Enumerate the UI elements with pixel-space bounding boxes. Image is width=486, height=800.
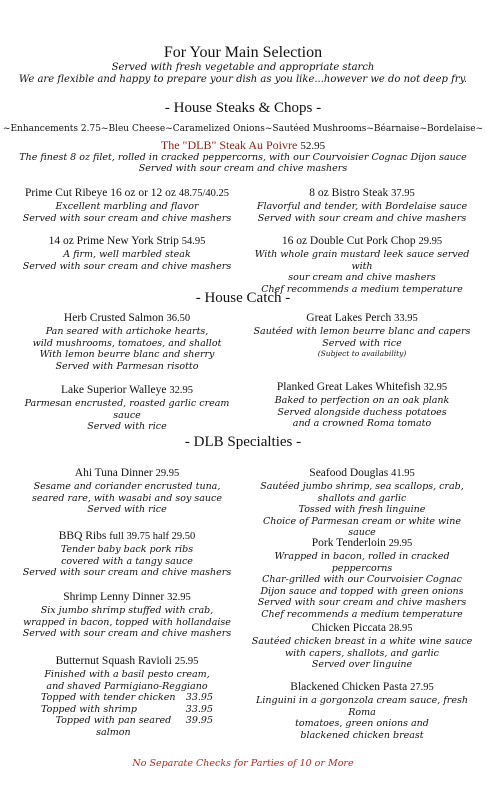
- item-desc: Char-grilled with our Courvoisier Cognac: [262, 574, 462, 585]
- menu-item: [12, 529, 242, 579]
- section-title-steaks: - House Steaks & Chops -: [164, 100, 322, 116]
- item-desc: Linguini in a gorgonzola cream sauce, fresh Roma: [256, 695, 468, 718]
- item-desc: Tender baby back pork ribs: [60, 544, 194, 555]
- item-desc: Served with sour cream and chive mashers: [257, 212, 467, 224]
- menu-item: [12, 590, 242, 640]
- item-desc: sour cream and chive mashers: [288, 272, 436, 283]
- item-desc: Served with Parmesan risotto: [55, 360, 199, 372]
- item-desc: Finished with a basil pesto cream,: [44, 669, 210, 680]
- item-name: BBQ Ribs: [58, 530, 107, 542]
- header-line-2: We are flexible and happy to prepare your dish as you like...however we do not deep fry.: [18, 74, 468, 85]
- item-name: Great Lakes Perch: [306, 312, 392, 324]
- item-name: Blackened Chicken Pasta: [290, 681, 408, 693]
- item-name: 8 oz Bistro Steak: [309, 187, 389, 199]
- menu-item: [248, 311, 476, 358]
- item-price: 25.95: [174, 656, 199, 667]
- menu-item: [248, 466, 476, 539]
- item-name: 14 oz Prime New York Strip: [48, 235, 179, 247]
- item-desc: Wrapped in bacon, rolled in cracked peppercorns: [274, 551, 450, 574]
- header-line-1: Served with fresh vegetable and appropriate starch: [111, 62, 375, 73]
- availability-note: (Subject to availability): [317, 349, 407, 358]
- item-price: 48.75/40.25: [178, 188, 230, 199]
- featured-desc-1: The finest 8 oz filet, rolled in cracked peppercorns, with our Courvoisier Cognac Dijon sauce: [19, 152, 467, 163]
- item-desc: Excellent marbling and flavor: [55, 201, 199, 212]
- option-row: [41, 704, 213, 716]
- featured-price: 52.95: [300, 140, 326, 152]
- featured-item: [0, 138, 486, 153]
- item-name: Herb Crusted Salmon: [63, 312, 164, 324]
- item-desc: Choice of Parmesan cream or white wine sauce: [263, 515, 461, 538]
- item-desc: Tossed with fresh linguine: [298, 504, 426, 515]
- item-price: 54.95: [181, 236, 206, 247]
- item-desc: Sautéed chicken breast in a white wine sauce: [251, 636, 473, 647]
- menu-item: [248, 536, 476, 620]
- featured-desc-2: Served with sour cream and chive mashers: [138, 163, 348, 174]
- item-name: Ahi Tuna Dinner: [74, 467, 153, 479]
- menu-item: [12, 186, 242, 224]
- item-price: 27.95: [410, 682, 434, 693]
- item-desc: Flavorful and tender, with Bordelaise sauce: [256, 201, 468, 212]
- item-desc: Sautéed jumbo shrimp, sea scallops, crab,: [260, 481, 464, 492]
- item-price: 41.95: [391, 468, 415, 479]
- section-title-specialties: - DLB Specialties -: [184, 434, 302, 450]
- item-price: 32.95: [423, 382, 448, 393]
- item-name: Prime Cut Ribeye 16 oz or 12 oz: [24, 187, 177, 199]
- item-name: Chicken Piccata: [311, 622, 386, 634]
- enhancements-line: ~Enhancements 2.75~Bleu Cheese~Caramelized Onions~Sautéed Mushrooms~Béarnaise~Bordelaise~: [2, 124, 484, 134]
- item-desc: With lemon beurre blanc and sherry: [39, 349, 215, 360]
- item-price: 29.95: [388, 538, 413, 549]
- item-name: Pork Tenderloin: [311, 537, 386, 549]
- item-price: full 39.75 half 29.50: [109, 531, 196, 542]
- item-desc: Served with sour cream and chive mashers: [22, 212, 232, 224]
- item-desc: Served over linguine: [311, 659, 413, 670]
- item-desc: tomatoes, green onions and: [295, 718, 429, 729]
- menu-item: [12, 383, 242, 433]
- item-price: 33.95: [394, 313, 418, 324]
- item-desc: Served with rice: [87, 504, 167, 515]
- item-price: 37.95: [391, 188, 415, 199]
- section-title-catch: - House Catch -: [195, 290, 291, 306]
- item-desc: A firm, well marbled steak: [63, 249, 191, 260]
- option-label: Topped with pan seared salmon: [55, 715, 172, 738]
- item-desc: Sautéed with lemon beurre blanc and capers: [253, 326, 471, 337]
- page-title: For Your Main Selection: [163, 44, 323, 61]
- menu-item: [12, 654, 242, 738]
- item-desc: Served with sour cream and chive mashers: [257, 597, 467, 608]
- item-desc: wild mushrooms, tomatoes, and shallot: [32, 337, 222, 349]
- item-price: 36.50: [166, 313, 191, 324]
- item-desc: Dijon sauce and topped with green onions: [260, 585, 464, 597]
- option-row: [41, 715, 213, 738]
- item-desc: and shaved Parmigiano-Reggiano: [46, 680, 208, 692]
- menu-item: [12, 234, 242, 272]
- featured-name: The "DLB" Steak Au Poivre: [160, 138, 298, 152]
- item-desc: With whole grain mustard leek sauce served with: [254, 249, 470, 272]
- item-desc: Served with sour cream and chive mashers: [22, 628, 232, 639]
- footer-note: No Separate Checks for Parties of 10 or More: [132, 758, 354, 769]
- item-desc: blackened chicken breast: [300, 729, 424, 741]
- item-desc: Served with rice: [322, 337, 402, 349]
- menu-item: [248, 186, 476, 224]
- ravioli-options: [41, 692, 213, 738]
- item-desc: Served with sour cream and chive mashers: [22, 260, 232, 272]
- menu-item: [248, 621, 476, 671]
- option-row: [41, 692, 213, 704]
- option-label: Topped with tender chicken: [41, 692, 176, 703]
- item-desc: and a crowned Roma tomato: [292, 418, 432, 429]
- item-desc: shallots and garlic: [317, 492, 407, 504]
- option-label: Topped with shrimp: [41, 703, 137, 715]
- item-desc: Chef recommends a medium temperature: [261, 283, 463, 295]
- item-name: Lake Superior Walleye: [60, 384, 167, 396]
- option-price: 33.95: [185, 703, 213, 715]
- option-price: 33.95: [185, 692, 213, 703]
- menu-item: [248, 234, 476, 295]
- item-price: 29.95: [155, 468, 180, 479]
- item-desc: seared rare, with wasabi and soy sauce: [32, 492, 222, 504]
- menu-item: [12, 311, 242, 372]
- item-price: 32.95: [167, 592, 191, 603]
- item-desc: Served with sour cream and chive mashers: [22, 567, 232, 578]
- item-name: 16 oz Double Cut Pork Chop: [281, 235, 416, 247]
- item-desc: Served with rice: [87, 421, 167, 432]
- item-name: Seafood Douglas: [309, 467, 389, 479]
- menu-item: [248, 380, 476, 430]
- item-price: 28.95: [388, 623, 413, 634]
- item-desc: with capers, shallots, and garlic: [284, 647, 440, 659]
- item-price: 29.95: [418, 236, 443, 247]
- item-desc: Baked to perfection on an oak plank: [274, 395, 450, 406]
- item-desc: Sesame and coriander encrusted tuna,: [33, 481, 221, 492]
- item-desc: Chef recommends a medium temperature: [261, 608, 463, 620]
- item-name: Shrimp Lenny Dinner: [63, 591, 165, 603]
- item-desc: Parmesan encrusted, roasted garlic cream sauce: [24, 398, 230, 421]
- item-desc: wrapped in bacon, topped with hollandaise: [23, 616, 231, 628]
- item-price: 32.95: [169, 385, 194, 396]
- item-name: Butternut Squash Ravioli: [55, 655, 172, 667]
- menu-item: [248, 680, 476, 741]
- item-name: Planked Great Lakes Whitefish: [276, 381, 421, 393]
- item-desc: covered with a tangy sauce: [61, 555, 193, 567]
- item-desc: Six jumbo shrimp stuffed with crab,: [40, 605, 214, 616]
- item-desc: Pan seared with artichoke hearts,: [45, 326, 209, 337]
- option-price: 39.95: [185, 715, 213, 726]
- menu-item: [12, 466, 242, 516]
- item-desc: Served alongside duchess potatoes: [277, 406, 447, 418]
